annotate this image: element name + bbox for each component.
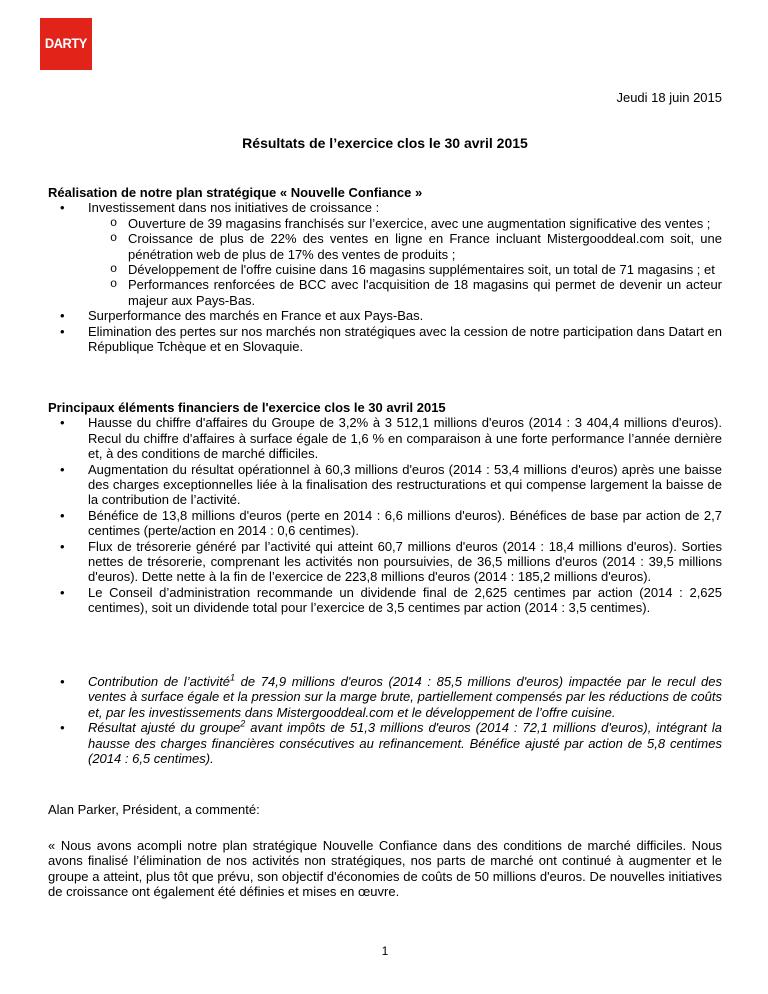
president-quote: « Nous avons acompli notre plan stratégique Nouvelle Confiance dans des conditions de marché difficiles. Nous avons finalisé l’élimination de nos activités non stratégiques, nos parts de marché ont continué à augmenter et le groupe a atteint, plus tôt que prévu, son objectif d'économies de coûts de 50 millions d'euros. De nouvelles initiatives de croissance ont également été définies et mises en œuvre. bbox=[48, 838, 722, 900]
bullet-item: • Bénéfice de 13,8 millions d'euros (perte en 2014 : 6,6 millions d'euros). Bénéfices de base par action de 2,7 centimes (perte/action en 2014 : 0,6 centimes). bbox=[48, 508, 722, 539]
bullet-item: • Flux de trésorerie généré par l’activité qui atteint 60,7 millions d'euros (2014 : 18,4 millions d'euros). Sorties nettes de trésorerie, comprenant les activités non poursuivies, de 36,5 millions d'euros (2014 : 39,5 millions d'euros). Dette nette à la fin de l’exercice de 223,8 millions d'euros (2014 : 185,2 millions d'euros). bbox=[48, 539, 722, 585]
darty-logo bbox=[40, 18, 92, 70]
section-strategic-plan bbox=[48, 185, 722, 354]
section-heading: Réalisation de notre plan stratégique « Nouvelle Confiance » bbox=[48, 185, 423, 200]
bullet-item: • Elimination des pertes sur nos marchés non stratégiques avec la cession de notre participation dans Datart en République Tchèque et en Slovaquie. bbox=[48, 324, 722, 355]
bullet-item: • Contribution de l’activité$^1$ de 74,9 millions d'euros (2014 : 85,5 millions d'euros) impactée par le recul des ventes à surface égale et la pression sur la marge brute, partiellement compensés par les réductions de coûts et, par les investissements dans Mistergooddeal.com et le développement de l’offre cuisine. bbox=[48, 674, 722, 720]
comment-intro: Alan Parker, Président, a commenté: bbox=[48, 802, 260, 817]
bullet-item: • Le Conseil d’administration recommande un dividende final de 2,625 centimes par action (2014 : 2,625 centimes), soit un dividende total pour l’exercice de 3,5 centimes par action (2014 : 3,5 centimes). bbox=[48, 585, 722, 616]
sub-bullet-item: o Croissance de plus de 22% des ventes en ligne en France incluant Mistergooddeal.com soit, une pénétration web de plus de 17% des ventes de produits ; bbox=[88, 231, 722, 262]
bullet-item: • Résultat ajusté du groupe$^2$ avant impôts de 51,3 millions d'euros (2014 : 72,1 millions d'euros), intégrant la hausse des charges financières consécutives au refinancement. Bénéfice ajusté par action de 5,8 centimes (2014 : 6,5 centimes). bbox=[48, 720, 722, 766]
sub-bullet-item: o Développement de l'offre cuisine dans 16 magasins supplémentaires soit, un total de 71 magasins ; et bbox=[88, 262, 722, 277]
section-heading: Principaux éléments financiers de l'exercice clos le 30 avril 2015 bbox=[48, 400, 446, 415]
page-number: 1 bbox=[381, 944, 389, 958]
footnote-ref: 1 bbox=[230, 672, 236, 683]
bullet-item: • Augmentation du résultat opérationnel à 60,3 millions d'euros (2014 : 53,4 millions d'euros) après une baisse des charges exceptionnelles liée à la finalisation des restructurations et qui compense largement la baisse de la contribution de l’activité. bbox=[48, 462, 722, 508]
document-date: Jeudi 18 juin 2015 bbox=[616, 90, 722, 105]
section-financial-highlights bbox=[48, 400, 722, 616]
bullet-item: • Hausse du chiffre d'affaires du Groupe de 3,2% à 3 512,1 millions d'euros (2014 : 3 404,4 millions d'euros). Recul du chiffre d'affaires à surface égale de 1,6 % en comparaison à une forte performance l’année dernière et, à des conditions de marché difficiles. bbox=[48, 415, 722, 461]
bullet-item: • Investissement dans nos initiatives de croissance : o Ouverture de 39 magasins franchisés sur l’exercice, avec une augmentation significative des ventes ; o Croissance de plus de 22% des ventes en ligne en France incluant Mistergooddeal.com soit, une pénétration web de plus de 17% des ventes de produits ; o Développement de l'offre cuisine dans 16 magasins supplémentaires soit, un total de 71 magasins ; et o Performances renforcées de BCC avec l'acquisition de 18 magasins qui permet de devenir un acteur majeur aux Pays-Bas. bbox=[48, 200, 722, 308]
section-adjusted-results bbox=[48, 674, 722, 766]
footnote-ref: 2 bbox=[240, 718, 246, 729]
logo-text: DARTY bbox=[44, 35, 88, 52]
sub-bullet-item: o Performances renforcées de BCC avec l'acquisition de 18 magasins qui permet de devenir un acteur majeur aux Pays-Bas. bbox=[88, 277, 722, 308]
document-title: Résultats de l’exercice clos le 30 avril 2015 bbox=[242, 135, 528, 151]
bullet-item: • Surperformance des marchés en France et aux Pays-Bas. bbox=[48, 308, 722, 323]
sub-bullet-item: o Ouverture de 39 magasins franchisés sur l’exercice, avec une augmentation significative des ventes ; bbox=[88, 216, 722, 231]
